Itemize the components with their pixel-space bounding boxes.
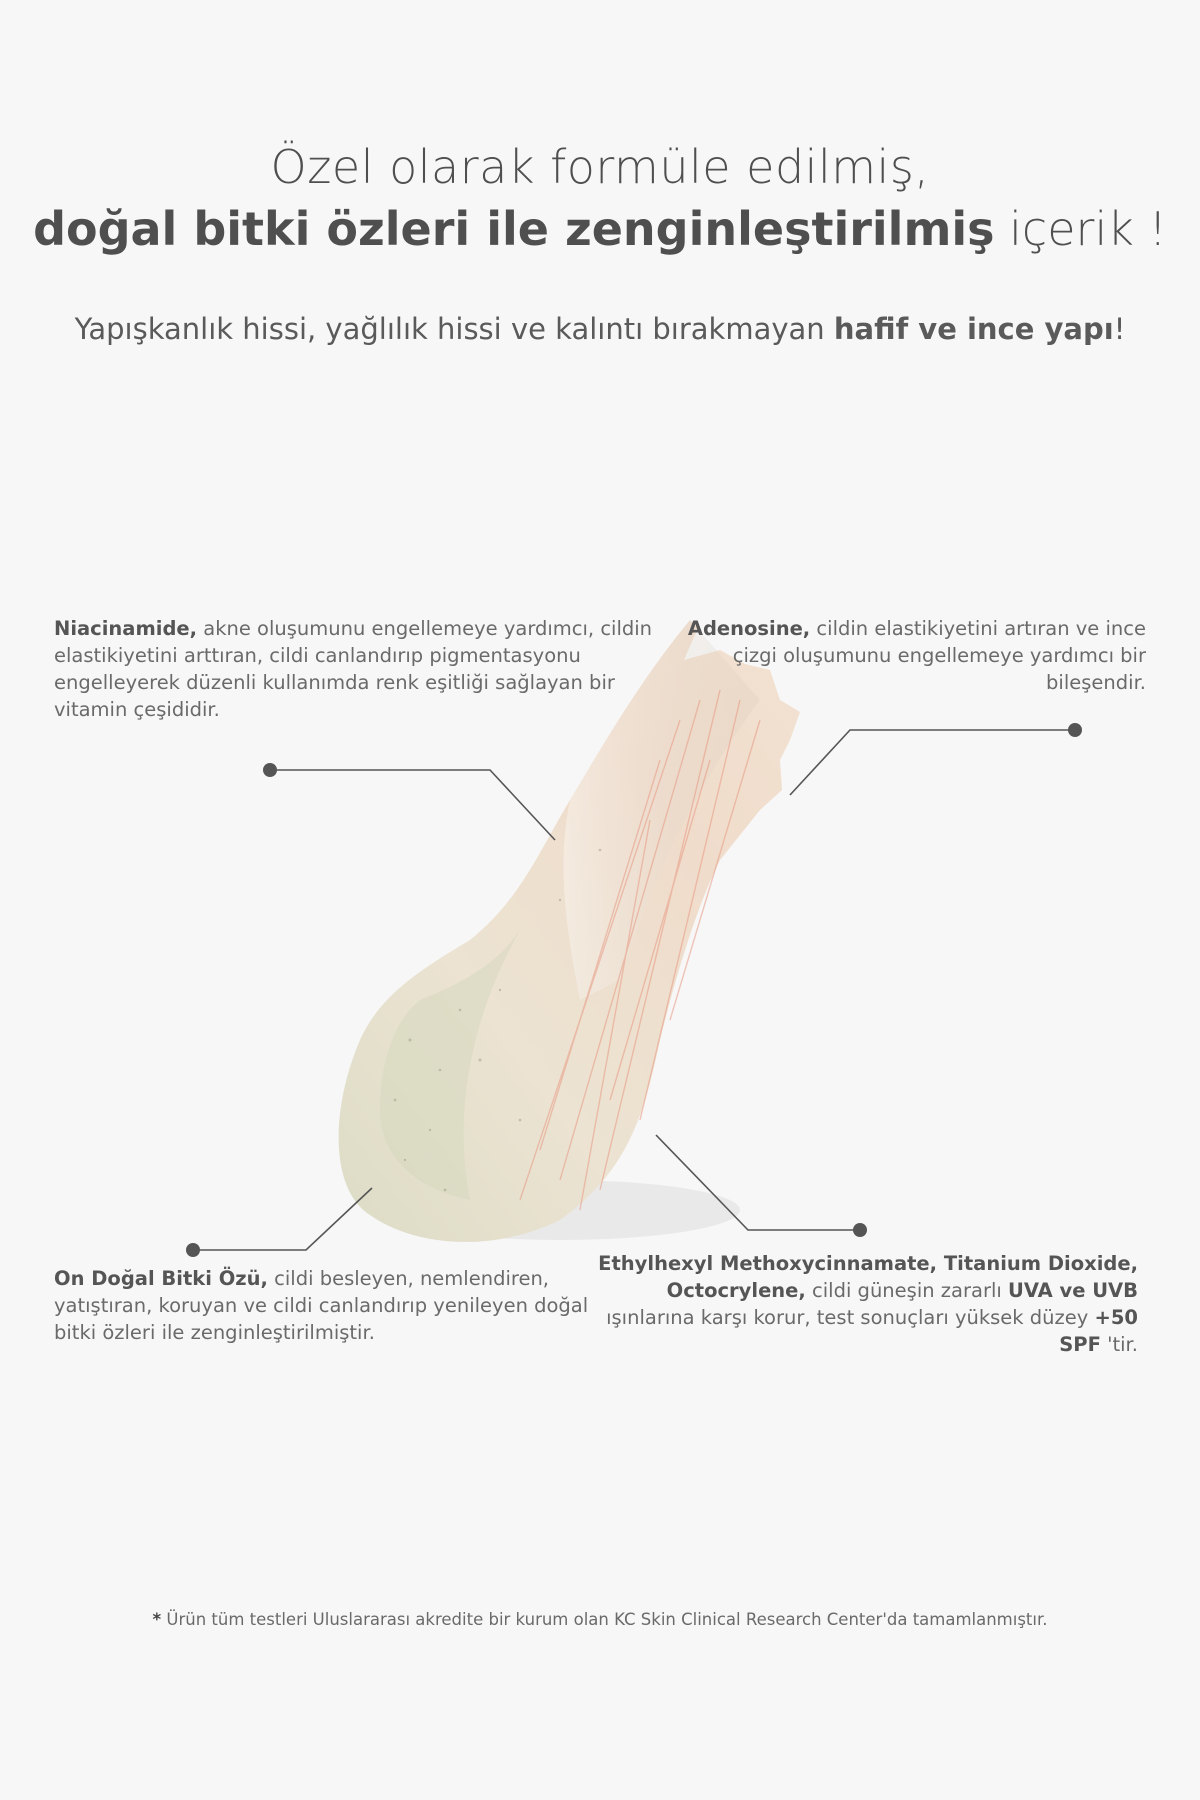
dot-on-dogal bbox=[186, 1243, 200, 1257]
headline-line2 bbox=[0, 202, 1200, 256]
headline bbox=[0, 140, 1200, 256]
headline-line1: Özel olarak formüle edilmiş, bbox=[270, 140, 930, 194]
callout-ethyl-text1: cildi güneşin zararlı bbox=[805, 1279, 1008, 1302]
footnote-text: Ürün tüm testleri Uluslararası akredite bir kurum olan KC Skin Clinical Research Center'da tamamlanmıştır. bbox=[161, 1610, 1048, 1629]
headline-light: içerik ! bbox=[994, 202, 1167, 256]
footnote-star: * bbox=[152, 1610, 162, 1629]
dot-adenosine bbox=[1068, 723, 1082, 737]
dot-ethyl bbox=[853, 1223, 867, 1237]
callout-on-dogal bbox=[54, 1265, 614, 1346]
callout-ethyl-text3: 'tir. bbox=[1100, 1333, 1138, 1356]
footnote bbox=[0, 1610, 1200, 1629]
connector-adenosine bbox=[790, 730, 1075, 795]
callout-adenosine-text: cildin elastikiyetini artıran ve ince çizgi oluşumunu engellemeye yardımcı bir bileşendir. bbox=[732, 617, 1146, 694]
callout-niacinamide bbox=[54, 615, 654, 723]
connector-niacinamide bbox=[270, 770, 555, 840]
subheadline-text: Yapışkanlık hissi, yağlılık hissi ve kalıntı bırakmayan bbox=[74, 312, 834, 346]
callout-on-dogal-title: On Doğal Bitki Özü, bbox=[54, 1267, 268, 1290]
callout-niacinamide-title: Niacinamide, bbox=[54, 617, 198, 640]
callout-adenosine bbox=[666, 615, 1146, 696]
callout-ethyl-uv: UVA ve UVB bbox=[1008, 1279, 1138, 1302]
callout-ethyl-title: Ethylhexyl Methoxycinnamate, Titanium Dioxide, Octocrylene, bbox=[598, 1252, 1138, 1302]
callout-ethyl-text2: ışınlarına karşı korur, test sonuçları yüksek düzey bbox=[606, 1306, 1095, 1329]
headline-bold: doğal bitki özleri ile zenginleştirilmiş bbox=[33, 202, 995, 256]
callout-adenosine-title: Adenosine, bbox=[687, 617, 811, 640]
subheadline bbox=[0, 312, 1200, 346]
subheadline-bold: hafif ve ince yapı bbox=[833, 312, 1114, 346]
dot-niacinamide bbox=[263, 763, 277, 777]
callout-niacinamide-text: akne oluşumunu engellemeye yardımcı, cildin elastikiyetini arttıran, cildi canlandırıp pigmentasyonu engelleyerek düzenli kullanımda renk eşitliği sağlayan bir vitamin çeşididir. bbox=[54, 617, 653, 721]
callout-ethyl bbox=[578, 1250, 1138, 1358]
callout-ethyl-spf: +50 SPF bbox=[1059, 1306, 1138, 1356]
callout-on-dogal-text: cildi besleyen, nemlendiren, yatıştıran, koruyan ve cildi canlandırıp yenileyen doğal bitki özleri ile zenginleştirilmiştir. bbox=[54, 1267, 589, 1344]
connector-on-dogal bbox=[193, 1188, 372, 1250]
subheadline-end: ! bbox=[1113, 312, 1126, 346]
